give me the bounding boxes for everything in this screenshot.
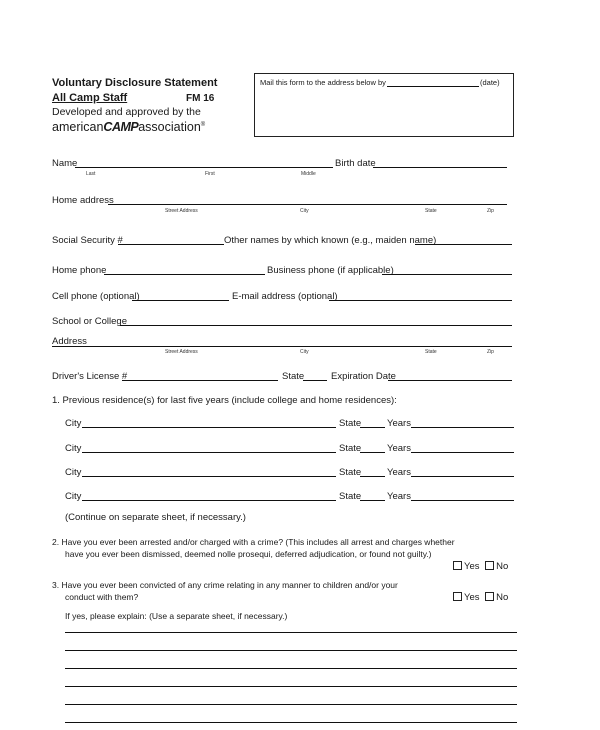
q1-text: 1. Previous residence(s) for last five years (include college and home residences): — [52, 395, 397, 406]
q2-no-checkbox[interactable] — [485, 561, 494, 570]
license-label: Driver's License # — [52, 371, 128, 382]
name-label: Name — [52, 158, 78, 169]
developed-text: Developed and approved by the — [52, 106, 201, 118]
mail-date-field[interactable] — [387, 86, 479, 87]
logo-text-american: american — [52, 120, 104, 134]
residence-3-city-label: City — [65, 467, 82, 478]
logo-text-association: association — [138, 120, 201, 134]
residence-2-state-label: State — [339, 443, 362, 454]
expiration-label: Expiration Date — [331, 371, 396, 382]
school-street-caption: Street Address — [165, 349, 198, 355]
form-subtitle: All Camp Staff — [52, 92, 128, 104]
residence-2-city-field[interactable] — [82, 452, 336, 453]
ssn-field[interactable] — [118, 244, 224, 245]
q2-answer — [450, 561, 508, 572]
aca-logo — [52, 120, 205, 134]
residence-4-city-field[interactable] — [82, 500, 336, 501]
q2-no-label: No — [496, 561, 509, 572]
school-address-label: Address — [52, 336, 87, 347]
explain-line-4[interactable] — [65, 686, 517, 687]
q2-yes-label: Yes — [464, 561, 480, 572]
residence-4-city-label: City — [65, 491, 82, 502]
q3-explain-label: If yes, please explain: (Use a separate sheet, if necessary.) — [65, 611, 288, 621]
school-label: School or College — [52, 316, 127, 327]
residence-1-state-label: State — [339, 418, 362, 429]
home-phone-field[interactable] — [104, 274, 265, 275]
license-state-label: State — [282, 371, 305, 382]
residence-3-years-field[interactable] — [411, 476, 514, 477]
residence-2-state-field[interactable] — [360, 452, 385, 453]
email-label: E-mail address (optional) — [232, 291, 338, 302]
city-caption: City — [300, 208, 309, 214]
residence-1-city-field[interactable] — [82, 427, 336, 428]
date-label: (date) — [480, 78, 500, 87]
residence-4-years-label: Years — [387, 491, 411, 502]
first-name-caption: First — [205, 171, 215, 177]
name-field[interactable] — [75, 167, 333, 168]
residence-2-years-field[interactable] — [411, 452, 514, 453]
school-state-caption: State — [425, 349, 437, 355]
residence-4-state-field[interactable] — [360, 500, 385, 501]
birth-date-field[interactable] — [373, 167, 507, 168]
q2-text-line2: have you ever been dismissed, deemed nolle prosequi, deferred adjudication, or found not guilty.) — [65, 549, 432, 559]
other-names-field[interactable] — [415, 244, 512, 245]
residence-1-city-label: City — [65, 418, 82, 429]
explain-line-6[interactable] — [65, 722, 517, 723]
residence-3-state-label: State — [339, 467, 362, 478]
residence-1-state-field[interactable] — [360, 427, 385, 428]
home-address-field[interactable] — [108, 204, 507, 205]
q2-yes-checkbox[interactable] — [453, 561, 462, 570]
birth-date-label: Birth date — [335, 158, 376, 169]
license-state-field[interactable] — [303, 380, 327, 381]
residence-1-years-field[interactable] — [411, 427, 514, 428]
explain-line-2[interactable] — [65, 650, 517, 651]
explain-line-3[interactable] — [65, 668, 517, 669]
cell-phone-field[interactable] — [132, 300, 229, 301]
home-phone-label: Home phone — [52, 265, 107, 276]
residence-2-years-label: Years — [387, 443, 411, 454]
business-phone-field[interactable] — [382, 274, 512, 275]
business-phone-label: Business phone (if applicable) — [267, 265, 394, 276]
residence-1-years-label: Years — [387, 418, 411, 429]
q3-text-line2: conduct with them? — [65, 592, 139, 602]
street-caption: Street Address — [165, 208, 198, 214]
registered-mark: ® — [200, 121, 206, 128]
ssn-label: Social Security # — [52, 235, 123, 246]
state-caption: State — [425, 208, 437, 214]
residence-4-years-field[interactable] — [411, 500, 514, 501]
continue-note: (Continue on separate sheet, if necessary.) — [65, 512, 246, 523]
school-zip-caption: Zip — [487, 349, 494, 355]
residence-3-years-label: Years — [387, 467, 411, 478]
q3-no-label: No — [496, 592, 509, 603]
expiration-field[interactable] — [388, 380, 512, 381]
cell-phone-label: Cell phone (optional) — [52, 291, 140, 302]
q3-yes-label: Yes — [464, 592, 480, 603]
school-address-field[interactable] — [52, 346, 512, 347]
school-field[interactable] — [120, 325, 512, 326]
explain-line-5[interactable] — [65, 704, 517, 705]
license-field[interactable] — [122, 380, 278, 381]
logo-text-camp: CAMP — [103, 120, 139, 134]
q3-text-line1: 3. Have you ever been convicted of any crime relating in any manner to children and/or your — [52, 580, 398, 590]
residence-4-state-label: State — [339, 491, 362, 502]
zip-caption: Zip — [487, 208, 494, 214]
q2-text-line1: 2. Have you ever been arrested and/or charged with a crime? (This includes all arrest and charges whether — [52, 537, 455, 547]
residence-3-state-field[interactable] — [360, 476, 385, 477]
mail-instructions: Mail this form to the address below by — [260, 78, 386, 87]
other-names-label: Other names by which known (e.g., maiden name) — [224, 235, 437, 246]
middle-name-caption: Middle — [301, 171, 316, 177]
email-field[interactable] — [329, 300, 512, 301]
last-name-caption: Last — [86, 171, 96, 177]
home-address-label: Home address — [52, 195, 114, 206]
residence-2-city-label: City — [65, 443, 82, 454]
q3-no-checkbox[interactable] — [485, 592, 494, 601]
q3-answer — [450, 592, 508, 603]
explain-line-1[interactable] — [65, 632, 517, 633]
residence-3-city-field[interactable] — [82, 476, 336, 477]
school-city-caption: City — [300, 349, 309, 355]
form-number: FM 16 — [186, 93, 215, 104]
q3-yes-checkbox[interactable] — [453, 592, 462, 601]
form-title: Voluntary Disclosure Statement — [52, 77, 218, 89]
